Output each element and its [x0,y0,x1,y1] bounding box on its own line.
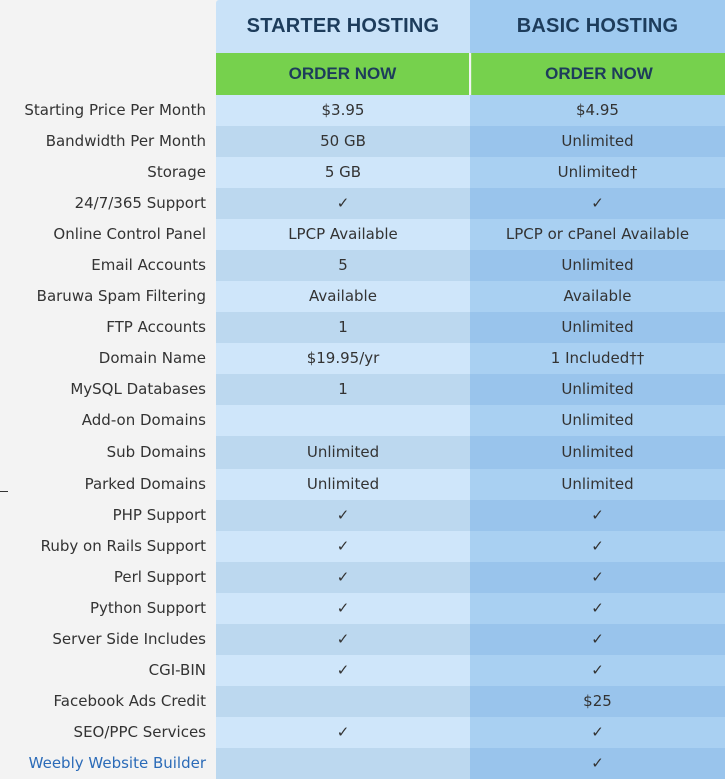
starter-value: ✓ [216,655,470,686]
table-row [0,219,725,250]
starter-value: LPCP Available [216,219,470,250]
table-row [0,531,725,562]
table-row [0,281,725,312]
feature-label: Facebook Ads Credit [53,692,206,710]
feature-label: Sub Domains [106,443,206,461]
table-row [0,312,725,343]
table-row [0,748,725,779]
starter-value [216,686,470,717]
basic-value: ✓ [470,188,725,219]
table-row [0,500,725,531]
basic-value: Unlimited [470,312,725,343]
basic-value: ✓ [470,655,725,686]
basic-value: ✓ [470,531,725,562]
feature-label: Ruby on Rails Support [40,537,206,555]
basic-value: ✓ [470,500,725,531]
starter-value: $19.95/yr [216,343,470,374]
feature-label[interactable]: Weebly Website Builder [28,754,206,772]
table-row [0,469,725,500]
starter-value: 1 [216,312,470,343]
feature-label: Baruwa Spam Filtering [36,287,206,305]
feature-label: Add-on Domains [81,411,206,429]
feature-label: Domain Name [98,349,206,367]
basic-hosting-header: BASIC HOSTING [470,0,725,53]
basic-value: $25 [470,686,725,717]
basic-value: $4.95 [470,95,725,126]
feature-label: PHP Support [112,506,206,524]
starter-value: $3.95 [216,95,470,126]
table-row [0,157,725,188]
table-row [0,624,725,655]
table-row [0,250,725,281]
basic-order-now-button[interactable]: ORDER NOW [471,53,725,95]
starter-value: Unlimited [216,436,470,469]
divider-mark [0,491,8,492]
starter-value [216,405,470,436]
table-row [0,655,725,686]
starter-value: 5 GB [216,157,470,188]
starter-value: 5 [216,250,470,281]
starter-value: ✓ [216,593,470,624]
starter-value: Unlimited [216,469,470,500]
basic-value: ✓ [470,748,725,779]
feature-label: MySQL Databases [70,380,206,398]
feature-label: Server Side Includes [52,630,206,648]
table-row [0,188,725,219]
basic-value: Unlimited [470,436,725,469]
feature-label: 24/7/365 Support [74,194,206,212]
basic-value: ✓ [470,593,725,624]
starter-order-now-button[interactable]: ORDER NOW [216,53,469,95]
table-row [0,593,725,624]
table-row [0,95,725,126]
feature-label: CGI-BIN [148,661,206,679]
feature-label: Starting Price Per Month [24,101,206,119]
table-row [0,686,725,717]
feature-label: Online Control Panel [53,225,206,243]
table-row [0,562,725,593]
starter-value: ✓ [216,624,470,655]
basic-value: Unlimited [470,126,725,157]
starter-value: 50 GB [216,126,470,157]
feature-label: Bandwidth Per Month [45,132,206,150]
feature-label: Python Support [89,599,206,617]
table-row [0,374,725,405]
table-row [0,343,725,374]
basic-value: ✓ [470,717,725,748]
table-row [0,405,725,436]
basic-value: Unlimited [470,250,725,281]
feature-label: FTP Accounts [106,318,206,336]
basic-value: Unlimited† [470,157,725,188]
feature-label: Perl Support [113,568,206,586]
basic-value: ✓ [470,624,725,655]
starter-value [216,748,470,779]
feature-label: Parked Domains [84,475,206,493]
basic-value: Unlimited [470,405,725,436]
feature-label: Email Accounts [91,256,206,274]
table-row [0,126,725,157]
table-row [0,436,725,469]
basic-value: ✓ [470,562,725,593]
table-row [0,717,725,748]
basic-value: LPCP or cPanel Available [470,219,725,250]
starter-value: ✓ [216,188,470,219]
feature-label: SEO/PPC Services [73,723,206,741]
starter-value: ✓ [216,562,470,593]
starter-value: 1 [216,374,470,405]
basic-value: Unlimited [470,374,725,405]
starter-value: ✓ [216,717,470,748]
starter-value: Available [216,281,470,312]
feature-label: Storage [147,163,206,181]
starter-hosting-header: STARTER HOSTING [216,0,470,53]
starter-value: ✓ [216,500,470,531]
basic-value: Unlimited [470,469,725,500]
basic-value: 1 Included†† [470,343,725,374]
starter-value: ✓ [216,531,470,562]
basic-value: Available [470,281,725,312]
